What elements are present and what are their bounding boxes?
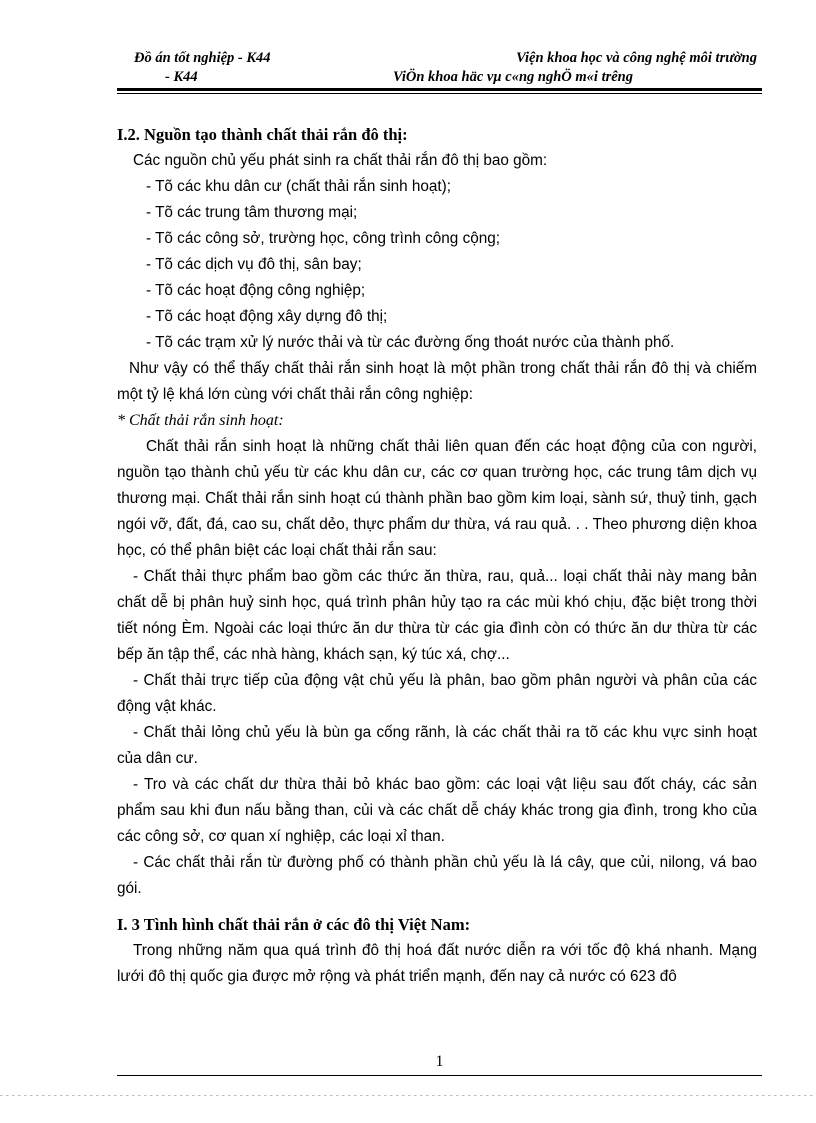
header-left-subtitle: - K44 bbox=[165, 69, 198, 85]
waste-type-paragraph: - Các chất thải rắn từ đường phố có thành phần chủ yếu là lá cây, que củi, nilong, vá bao gói. bbox=[117, 854, 757, 897]
page-boundary-dotted-line bbox=[0, 1095, 816, 1096]
source-list-item: - Tõ các trạm xử lý nước thải và từ các đường ống thoát nước của thành phố. bbox=[146, 334, 675, 351]
header-row-1 bbox=[117, 50, 762, 69]
page-number: 1 bbox=[435, 1053, 444, 1070]
subsection-heading: * Chất thải rắn sinh hoạt: bbox=[117, 412, 284, 429]
page-footer bbox=[117, 1052, 762, 1076]
waste-type-paragraph: - Tro và các chất dư thừa thải bỏ khác bao gồm: các loại vật liệu sau đốt cháy, các sản phẩm sau khi đun nấu bằng than, củi và các chất dễ cháy khác trong gia đình, trong kho của các công sở, cơ quan xí nghiệp, các loại xỉ than. bbox=[117, 776, 757, 845]
header-right-title: Viện khoa học và công nghệ môi trường bbox=[516, 50, 757, 66]
source-list-item: - Tõ các hoạt động xây dựng đô thị; bbox=[146, 308, 388, 325]
footer-rule bbox=[117, 1075, 762, 1076]
body-paragraph: Chất thải rắn sinh hoạt là những chất thải liên quan đến các hoạt động của con người, nguồn tạo thành chủ yếu từ các khu dân cư, các cơ quan trường học, các trung tâm dịch vụ thương mại. Chất thải rắn sinh hoạt cú thành phần bao gồm kim loại, sành sứ, thuỷ tinh, gạch ngói vỡ, đất, đá, cao su, chất dẻo, thực phẩm dư thừa, vá rau quả. . . Theo phương diện khoa học, có thể phân biệt các loại chất thải rắn sau: bbox=[117, 438, 757, 559]
summary-paragraph: Như vậy có thể thấy chất thải rắn sinh hoạt là một phần trong chất thải rắn đô thị và chiếm một tỷ lệ khá lớn cùng với chất thải rắn công nghiệp: bbox=[117, 360, 757, 403]
source-list-item: - Tõ các hoạt động công nghiệp; bbox=[146, 282, 366, 299]
waste-type-paragraph: - Chất thải lỏng chủ yếu là bùn ga cống rãnh, là các chất thải ra tõ các khu vực sinh hoạt của dân cư. bbox=[117, 724, 757, 767]
section-heading: I.2. Nguồn tạo thành chất thải rắn đô thị: bbox=[117, 125, 408, 144]
source-list-item: - Tõ các dịch vụ đô thị, sân bay; bbox=[146, 256, 362, 273]
waste-type-paragraph: - Chất thải trực tiếp của động vật chủ yếu là phân, bao gồm phân người và phân của các động vật khác. bbox=[117, 672, 757, 715]
section-intro: Các nguồn chủ yếu phát sinh ra chất thải rắn đô thị bao gồm: bbox=[133, 152, 548, 169]
section-heading: I. 3 Tình hình chất thải rắn ở các đô thị Việt Nam: bbox=[117, 915, 471, 934]
header-row-2 bbox=[117, 69, 762, 88]
document-body bbox=[117, 122, 757, 990]
header-left-title: Đồ án tốt nghiệp - K44 bbox=[134, 50, 271, 66]
waste-type-paragraph: - Chất thải thực phẩm bao gồm các thức ăn thừa, rau, quả... loại chất thải này mang bản chất dễ bị phân huỷ sinh học, quá trình phân hủy tạo ra các mùi khó chịu, đặc biệt trong thời tiết nóng Èm. Ngoài các loại thức ăn dư thừa từ các gia đình còn có thức ăn dư thừa từ các bếp ăn tập thể, các nhà hàng, khách sạn, ký túc xá, chợ... bbox=[117, 568, 757, 663]
body-paragraph: Trong những năm qua quá trình đô thị hoá đất nước diễn ra với tốc độ khá nhanh. Mạng lưới đô thị quốc gia được mở rộng và phát triển mạnh, đến nay cả nước có 623 đô bbox=[117, 942, 757, 985]
source-list-item: - Tõ các công sở, trường học, công trình công cộng; bbox=[146, 230, 500, 247]
source-list-item: - Tõ các khu dân cư (chất thải rắn sinh hoạt); bbox=[146, 178, 452, 195]
header-right-subtitle: ViÖn khoa häc vµ c«ng nghÖ m«i trêng bbox=[393, 69, 633, 85]
header-rule-thin bbox=[117, 93, 762, 94]
page-header bbox=[117, 50, 762, 88]
header-rule-thick bbox=[117, 88, 762, 91]
source-list-item: - Tõ các trung tâm thương mại; bbox=[146, 204, 358, 221]
section-spacer bbox=[117, 902, 757, 912]
